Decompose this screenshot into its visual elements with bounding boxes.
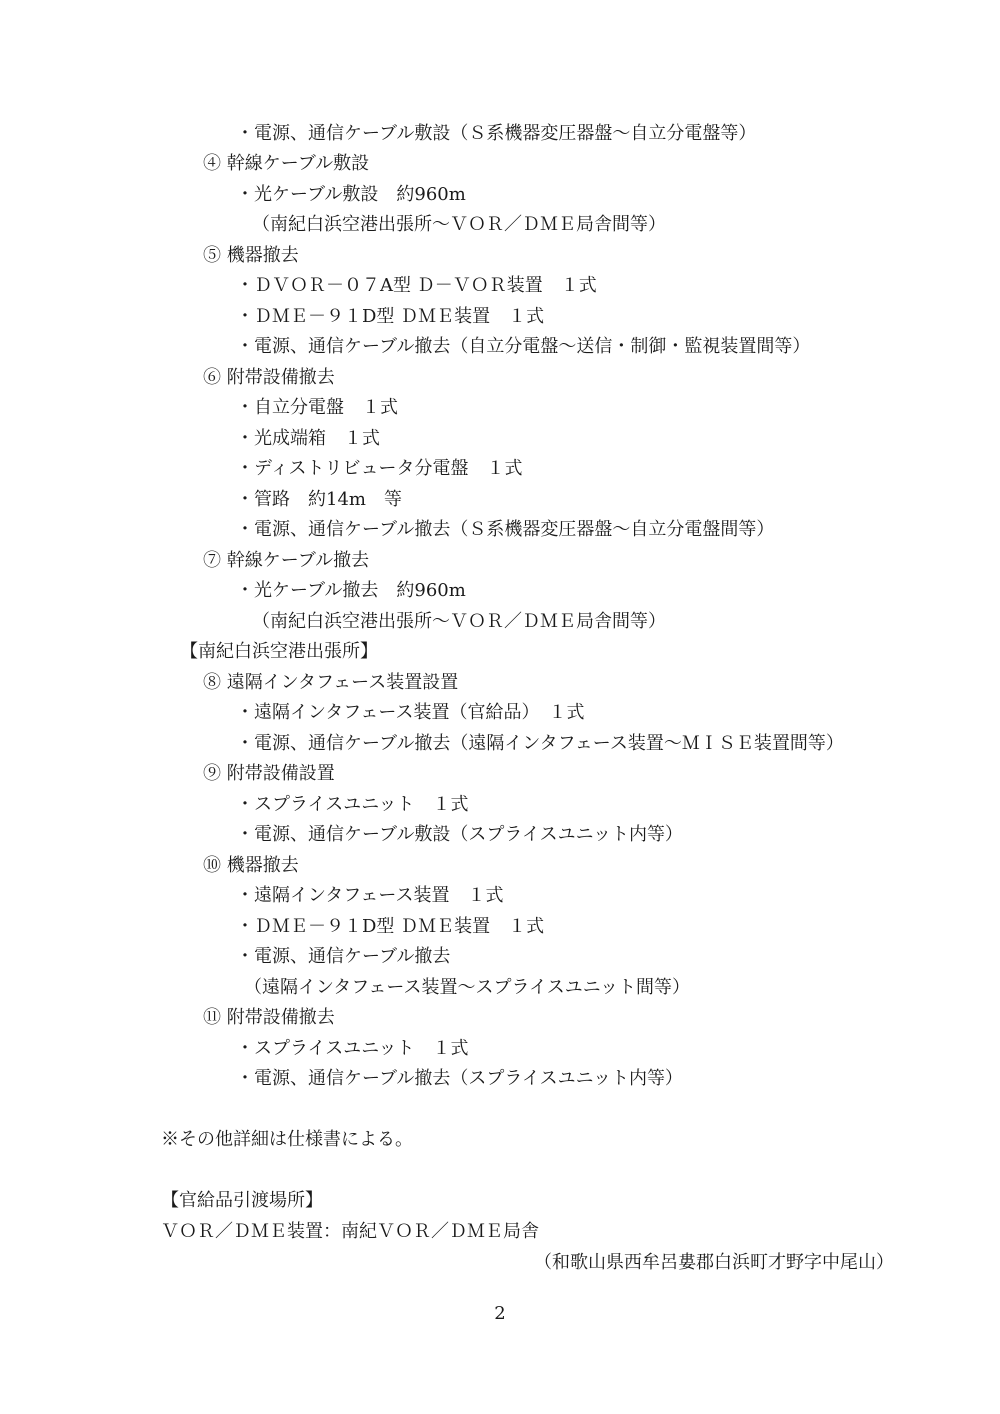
bullet-line: ・自立分電盤 １式 xyxy=(236,397,398,418)
section-heading-8: ⑧ 遠隔インタフェース装置設置 xyxy=(203,672,459,693)
section-heading-4: ④ 幹線ケーブル敷設 xyxy=(203,153,370,174)
bullet-line: ・電源、通信ケーブル撤去（遠隔インタフェース装置～ＭＩＳＥ装置間等） xyxy=(236,733,844,754)
bullet-line: ・電源、通信ケーブル敷設（スプライスユニット内等） xyxy=(236,824,683,845)
bullet-line: ・電源、通信ケーブル撤去 xyxy=(236,946,451,967)
bullet-line: ・ＤＶＯＲ－０７A型 Ｄ－ＶＯＲ装置 １式 xyxy=(236,275,597,296)
bullet-line: ・電源、通信ケーブル撤去（スプライスユニット内等） xyxy=(236,1068,683,1089)
footnote: ※その他詳細は仕様書による。 xyxy=(161,1129,413,1150)
section-heading-5: ⑤ 機器撤去 xyxy=(203,245,299,266)
bullet-line: ・スプライスユニット １式 xyxy=(236,794,469,815)
section-heading-9: ⑨ 附帯設備設置 xyxy=(203,763,335,784)
section-heading-11: ⑪ 附帯設備撤去 xyxy=(203,1007,335,1028)
note-line: （遠隔インタフェース装置～スプライスユニット間等） xyxy=(244,977,691,998)
bullet-line: ・電源、通信ケーブル敷設（Ｓ系機器変圧器盤～自立分電盤等） xyxy=(236,123,757,144)
bullet-line: ・光ケーブル撤去 約960m xyxy=(236,580,466,601)
bullet-line: ・ＤＭＥ－９１D型 ＤＭＥ装置 １式 xyxy=(236,916,545,937)
location-heading: 【南紀白浜空港出張所】 xyxy=(180,641,378,662)
bullet-line: ・スプライスユニット １式 xyxy=(236,1038,469,1059)
note-line: （南紀白浜空港出張所～ＶＯＲ／ＤＭＥ局舎間等） xyxy=(252,214,666,235)
page-number: 2 xyxy=(494,1303,506,1324)
delivery-heading: 【官給品引渡場所】 xyxy=(161,1190,323,1211)
bullet-line: ・ディストリビュータ分電盤 １式 xyxy=(236,458,523,479)
section-heading-7: ⑦ 幹線ケーブル撤去 xyxy=(203,550,370,571)
bullet-line: ・ＤＭＥ－９１D型 ＤＭＥ装置 １式 xyxy=(236,306,545,327)
bullet-line: ・遠隔インタフェース装置 １式 xyxy=(236,885,504,906)
delivery-address: （和歌山県西牟呂婁郡白浜町才野字中尾山） xyxy=(534,1252,894,1273)
bullet-line: ・光ケーブル敷設 約960m xyxy=(236,184,466,205)
bullet-line: ・遠隔インタフェース装置（官給品） １式 xyxy=(236,702,585,723)
bullet-line: ・電源、通信ケーブル撤去（自立分電盤～送信・制御・監視装置間等） xyxy=(236,336,811,357)
note-line: （南紀白浜空港出張所～ＶＯＲ／ＤＭＥ局舎間等） xyxy=(252,611,666,632)
delivery-location: ＶＯＲ／ＤＭＥ装置：南紀ＶＯＲ／ＤＭＥ局舎 xyxy=(161,1221,539,1242)
section-heading-6: ⑥ 附帯設備撤去 xyxy=(203,367,335,388)
section-heading-10: ⑩ 機器撤去 xyxy=(203,855,299,876)
bullet-line: ・管路 約14m 等 xyxy=(236,489,402,510)
bullet-line: ・光成端箱 １式 xyxy=(236,428,380,449)
bullet-line: ・電源、通信ケーブル撤去（Ｓ系機器変圧器盤～自立分電盤間等） xyxy=(236,519,775,540)
